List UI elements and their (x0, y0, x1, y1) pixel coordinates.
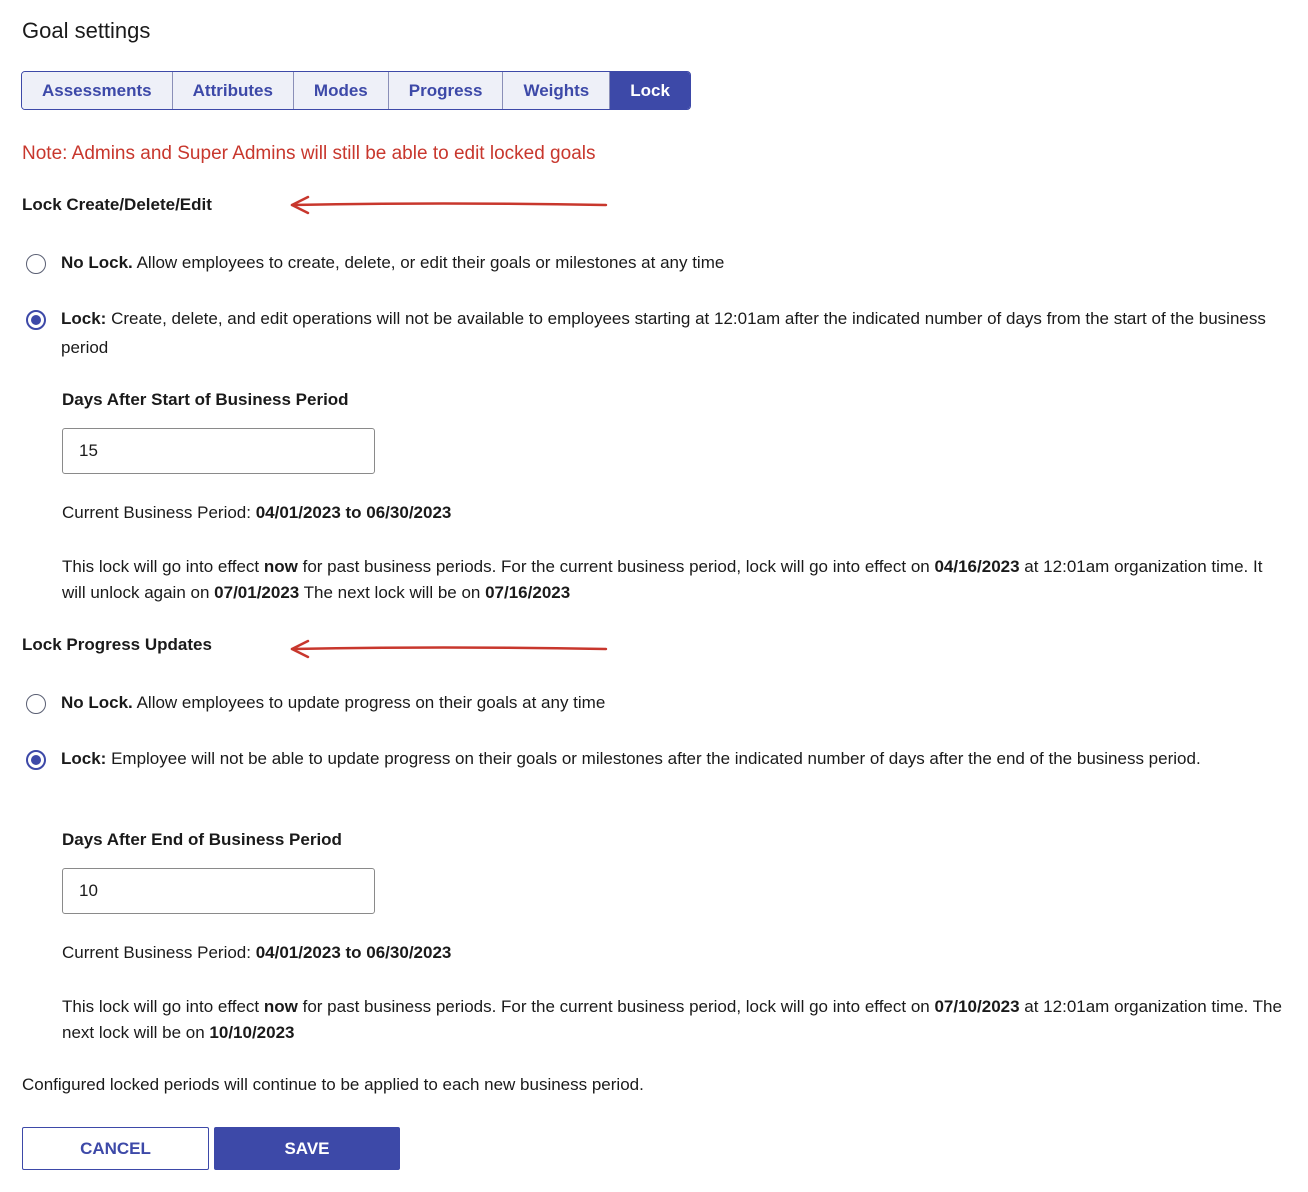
lock-create-no-lock-radio[interactable] (26, 254, 46, 274)
days-after-start-input[interactable] (62, 428, 375, 474)
days-after-end-input[interactable] (62, 868, 375, 914)
lock-create-effect-text: This lock will go into effect now for past business periods. For the current business period, lock will go into effect on 04/16/2023 at 12:01am organization time. It will unlock again on 07/01/2023 The next lock will be on 07/16/2023 (62, 557, 1263, 602)
cancel-button[interactable]: CANCEL (22, 1127, 209, 1170)
tab-lock[interactable]: Lock (610, 72, 690, 109)
option-description: Create, delete, and edit operations will not be available to employees starting at 12:01am after the indicated number of days from the start of the business period (61, 309, 1266, 357)
tab-modes[interactable]: Modes (294, 72, 389, 109)
lock-progress-effect-text: This lock will go into effect now for past business periods. For the current business period, lock will go into effect on 07/10/2023 at 12:01am organization time. The next lock will be on 10/10/2023 (62, 997, 1282, 1042)
page-title: Goal settings (22, 18, 151, 43)
save-button[interactable]: SAVE (214, 1127, 400, 1170)
days-after-end-label: Days After End of Business Period (62, 830, 342, 849)
settings-tabs (21, 71, 691, 110)
lock-progress-no-lock-option[interactable] (26, 692, 1296, 717)
option-label: Lock: (61, 309, 107, 328)
days-after-start-label: Days After Start of Business Period (62, 390, 349, 409)
tab-assessments[interactable]: Assessments (22, 72, 173, 109)
lock-create-lock-option[interactable] (26, 308, 1296, 362)
tab-progress[interactable]: Progress (389, 72, 504, 109)
lock-progress-no-lock-radio[interactable] (26, 694, 46, 714)
lock-create-no-lock-option[interactable] (26, 252, 1296, 277)
option-label: No Lock. (61, 693, 133, 712)
tab-attributes[interactable]: Attributes (173, 72, 294, 109)
lock-create-current-period: Current Business Period: 04/01/2023 to 06/30/2023 (62, 503, 452, 522)
annotation-arrow-icon (288, 639, 608, 659)
annotation-arrow-icon (288, 195, 608, 215)
lock-progress-lock-option[interactable] (26, 748, 1286, 773)
option-description: Allow employees to create, delete, or edit their goals or milestones at any time (132, 253, 725, 272)
lock-progress-heading: Lock Progress Updates (22, 635, 212, 654)
lock-create-heading: Lock Create/Delete/Edit (22, 195, 212, 214)
footer-note: Configured locked periods will continue to be applied to each new business period. (22, 1075, 644, 1094)
option-label: No Lock. (61, 253, 133, 272)
option-label: Lock: (61, 749, 107, 768)
tab-weights[interactable]: Weights (503, 72, 610, 109)
lock-create-lock-radio[interactable] (26, 310, 46, 330)
option-description: Allow employees to update progress on their goals at any time (132, 693, 606, 712)
option-description: Employee will not be able to update progress on their goals or milestones after the indicated number of days after the end of the business period. (106, 749, 1201, 768)
lock-progress-lock-radio[interactable] (26, 750, 46, 770)
lock-progress-current-period: Current Business Period: 04/01/2023 to 06/30/2023 (62, 943, 452, 962)
admin-note: Note: Admins and Super Admins will still be able to edit locked goals (22, 143, 596, 164)
